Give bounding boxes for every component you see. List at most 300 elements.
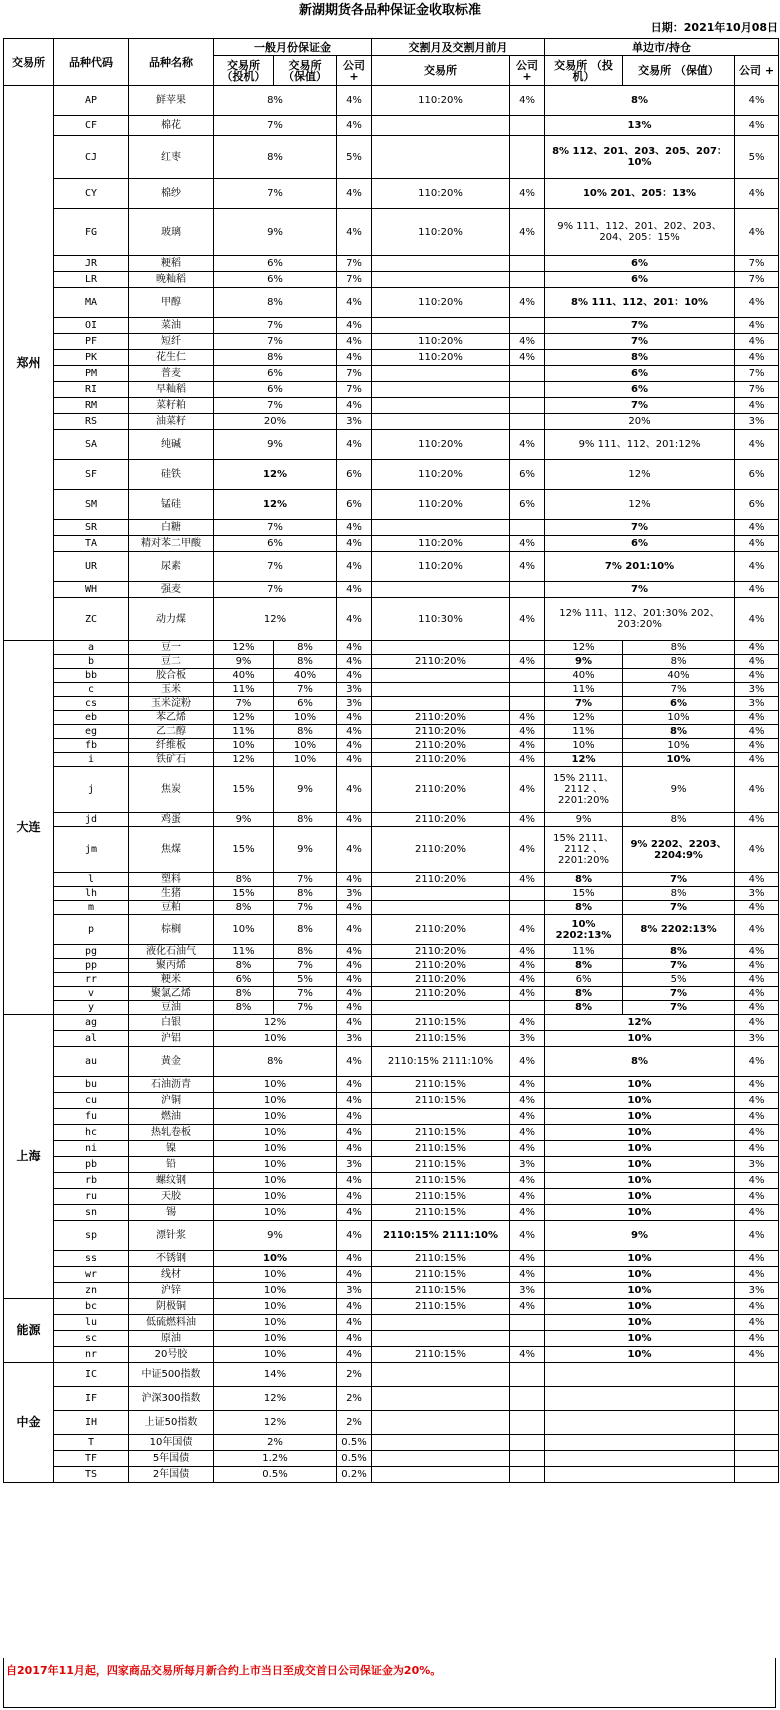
delivery-exchange-cell	[372, 1387, 510, 1411]
unilateral-spec-cell: 8%	[545, 1001, 623, 1015]
unilateral-company-cell	[735, 1411, 779, 1435]
name-cell: 沪铝	[129, 1031, 214, 1047]
name-cell: 锰硅	[129, 490, 214, 520]
unilateral-margin-cell: 10%	[545, 1283, 735, 1299]
general-company-cell: 4%	[337, 669, 372, 683]
delivery-company-cell: 4%	[510, 987, 545, 1001]
exchange-cell: 中金	[4, 1363, 54, 1483]
delivery-company-cell: 4%	[510, 598, 545, 641]
unilateral-hedge-cell: 40%	[623, 669, 735, 683]
unilateral-company-cell: 4%	[735, 1077, 779, 1093]
name-cell: 10年国债	[129, 1435, 214, 1451]
delivery-company-cell: 4%	[510, 945, 545, 959]
unilateral-company-cell: 4%	[735, 116, 779, 136]
delivery-company-cell: 4%	[510, 552, 545, 582]
table-row	[4, 272, 779, 288]
table-row	[4, 669, 779, 683]
code-cell: jm	[54, 827, 129, 873]
unilateral-company-cell: 4%	[735, 1251, 779, 1267]
unilateral-company-cell: 4%	[735, 318, 779, 334]
table-row	[4, 1205, 779, 1221]
code-cell: pg	[54, 945, 129, 959]
delivery-company-cell	[510, 398, 545, 414]
delivery-company-cell	[510, 1363, 545, 1387]
name-cell: 沪深300指数	[129, 1387, 214, 1411]
general-company-cell: 2%	[337, 1363, 372, 1387]
unilateral-margin-cell: 20%	[545, 414, 735, 430]
unilateral-margin-cell: 6%	[545, 536, 735, 552]
general-company-cell: 2%	[337, 1387, 372, 1411]
table-row	[4, 116, 779, 136]
table-row	[4, 598, 779, 641]
general-hedge-cell: 7%	[274, 959, 337, 973]
unilateral-company-cell: 4%	[735, 641, 779, 655]
delivery-company-cell	[510, 1387, 545, 1411]
unilateral-company-cell	[735, 1363, 779, 1387]
unilateral-company-cell: 4%	[735, 1221, 779, 1251]
name-cell: 聚丙烯	[129, 959, 214, 973]
unilateral-company-cell: 4%	[735, 1047, 779, 1077]
code-cell: CF	[54, 116, 129, 136]
table-row	[4, 256, 779, 272]
unilateral-company-cell: 4%	[735, 1015, 779, 1031]
general-company-cell: 0.5%	[337, 1451, 372, 1467]
unilateral-company-cell: 3%	[735, 697, 779, 711]
unilateral-margin-cell: 9% 111、112、201、202、203、204、205：15%	[545, 209, 735, 256]
code-cell: rr	[54, 973, 129, 987]
code-cell: fu	[54, 1109, 129, 1125]
name-cell: 不锈钢	[129, 1251, 214, 1267]
name-cell: 动力煤	[129, 598, 214, 641]
delivery-exchange-cell	[372, 256, 510, 272]
delivery-exchange-cell	[372, 641, 510, 655]
general-hedge-cell: 6%	[274, 697, 337, 711]
unilateral-spec-cell: 6%	[545, 973, 623, 987]
delivery-exchange-cell	[372, 669, 510, 683]
unilateral-margin-cell: 12% 111、112、201:30% 202、203:20%	[545, 598, 735, 641]
general-spec-cell: 8%	[214, 987, 274, 1001]
unilateral-margin-cell: 10%	[545, 1331, 735, 1347]
general-margin-cell: 9%	[214, 209, 337, 256]
name-cell: 粳米	[129, 973, 214, 987]
code-cell: PF	[54, 334, 129, 350]
code-cell: c	[54, 683, 129, 697]
general-company-cell: 4%	[337, 1093, 372, 1109]
table-row	[4, 582, 779, 598]
table-row	[4, 552, 779, 582]
unilateral-hedge-cell: 8%	[623, 725, 735, 739]
delivery-exchange-cell: 2110:20%	[372, 873, 510, 887]
general-margin-cell: 12%	[214, 1387, 337, 1411]
unilateral-margin-cell: 8% 111、112、201：10%	[545, 288, 735, 318]
header-unilateral-market: 单边市/持仓	[545, 39, 779, 56]
unilateral-company-cell: 4%	[735, 725, 779, 739]
name-cell: 沪锌	[129, 1283, 214, 1299]
unilateral-margin-cell: 10%	[545, 1157, 735, 1173]
code-cell: SF	[54, 460, 129, 490]
general-company-cell: 4%	[337, 398, 372, 414]
header-unilateral-hedge: 交易所 （保值）	[623, 56, 735, 86]
code-cell: bu	[54, 1077, 129, 1093]
general-company-cell: 4%	[337, 655, 372, 669]
delivery-exchange-cell: 110:20%	[372, 460, 510, 490]
general-margin-cell: 8%	[214, 1047, 337, 1077]
general-company-cell: 4%	[337, 1299, 372, 1315]
delivery-exchange-cell	[372, 697, 510, 711]
general-margin-cell: 14%	[214, 1363, 337, 1387]
table-row	[4, 683, 779, 697]
general-margin-cell: 10%	[214, 1347, 337, 1363]
table-row	[4, 1031, 779, 1047]
unilateral-hedge-cell: 7%	[623, 987, 735, 1001]
general-margin-cell: 6%	[214, 272, 337, 288]
general-margin-cell: 1.2%	[214, 1451, 337, 1467]
delivery-company-cell	[510, 366, 545, 382]
general-hedge-cell: 7%	[274, 1001, 337, 1015]
unilateral-spec-cell: 15%	[545, 887, 623, 901]
general-margin-cell: 12%	[214, 460, 337, 490]
code-cell: JR	[54, 256, 129, 272]
unilateral-spec-cell: 8%	[545, 987, 623, 1001]
unilateral-hedge-cell: 8%	[623, 887, 735, 901]
table-row	[4, 1001, 779, 1015]
code-cell: ss	[54, 1251, 129, 1267]
delivery-exchange-cell	[372, 272, 510, 288]
unilateral-spec-cell: 7%	[545, 697, 623, 711]
delivery-exchange-cell	[372, 398, 510, 414]
delivery-company-cell	[510, 1411, 545, 1435]
delivery-exchange-cell: 2110:15%	[372, 1189, 510, 1205]
table-row	[4, 334, 779, 350]
unilateral-spec-cell: 8%	[545, 959, 623, 973]
general-company-cell: 4%	[337, 1015, 372, 1031]
delivery-company-cell: 4%	[510, 655, 545, 669]
delivery-company-cell: 4%	[510, 350, 545, 366]
code-cell: T	[54, 1435, 129, 1451]
general-company-cell: 3%	[337, 1031, 372, 1047]
general-hedge-cell: 8%	[274, 915, 337, 945]
general-hedge-cell: 9%	[274, 767, 337, 813]
delivery-company-cell: 4%	[510, 334, 545, 350]
delivery-exchange-cell: 2110:20%	[372, 753, 510, 767]
general-spec-cell: 12%	[214, 711, 274, 725]
table-row	[4, 1435, 779, 1451]
general-hedge-cell: 8%	[274, 887, 337, 901]
general-company-cell: 4%	[337, 739, 372, 753]
code-cell: jd	[54, 813, 129, 827]
delivery-exchange-cell: 2110:15%	[372, 1173, 510, 1189]
unilateral-company-cell: 3%	[735, 1157, 779, 1173]
general-company-cell: 4%	[337, 901, 372, 915]
name-cell: 纯碱	[129, 430, 214, 460]
general-margin-cell: 8%	[214, 136, 337, 179]
table-row	[4, 813, 779, 827]
code-cell: zn	[54, 1283, 129, 1299]
code-cell: lh	[54, 887, 129, 901]
name-cell: 豆粕	[129, 901, 214, 915]
footer-note: 自2017年11月起，四家商品交易所每月新合约上市当日至成交首日公司保证金为20%。	[6, 1664, 442, 1677]
general-margin-cell: 6%	[214, 256, 337, 272]
name-cell: 玉米	[129, 683, 214, 697]
exchange-cell: 能源	[4, 1299, 54, 1363]
name-cell: 红枣	[129, 136, 214, 179]
unilateral-hedge-cell: 9% 2202、2203、2204:9%	[623, 827, 735, 873]
general-company-cell: 7%	[337, 382, 372, 398]
name-cell: 黄金	[129, 1047, 214, 1077]
unilateral-company-cell: 3%	[735, 1283, 779, 1299]
code-cell: al	[54, 1031, 129, 1047]
name-cell: 棉花	[129, 116, 214, 136]
delivery-exchange-cell: 110:20%	[372, 430, 510, 460]
code-cell: PK	[54, 350, 129, 366]
name-cell: 玉米淀粉	[129, 697, 214, 711]
delivery-exchange-cell: 110:20%	[372, 209, 510, 256]
unilateral-margin-cell: 8% 112、201、203、205、207：10%	[545, 136, 735, 179]
name-cell: 阴极铜	[129, 1299, 214, 1315]
table-row	[4, 366, 779, 382]
delivery-exchange-cell: 2110:15% 2111:10%	[372, 1047, 510, 1077]
unilateral-margin-cell: 10%	[545, 1093, 735, 1109]
name-cell: 鸡蛋	[129, 813, 214, 827]
table-row	[4, 973, 779, 987]
code-cell: fb	[54, 739, 129, 753]
unilateral-spec-cell: 11%	[545, 945, 623, 959]
general-company-cell: 3%	[337, 683, 372, 697]
code-cell: CJ	[54, 136, 129, 179]
table-row	[4, 520, 779, 536]
general-margin-cell: 6%	[214, 536, 337, 552]
name-cell: 上证50指数	[129, 1411, 214, 1435]
unilateral-margin-cell: 6%	[545, 382, 735, 398]
delivery-exchange-cell	[372, 318, 510, 334]
name-cell: 热轧卷板	[129, 1125, 214, 1141]
table-row	[4, 288, 779, 318]
delivery-exchange-cell: 110:20%	[372, 288, 510, 318]
delivery-company-cell: 4%	[510, 973, 545, 987]
table-row	[4, 414, 779, 430]
delivery-exchange-cell	[372, 901, 510, 915]
unilateral-margin-cell: 10%	[545, 1205, 735, 1221]
table-row	[4, 209, 779, 256]
name-cell: 短纤	[129, 334, 214, 350]
unilateral-hedge-cell: 10%	[623, 711, 735, 725]
header-delivery-month: 交割月及交割月前月	[372, 39, 545, 56]
code-cell: IF	[54, 1387, 129, 1411]
name-cell: 漂针浆	[129, 1221, 214, 1251]
general-company-cell: 3%	[337, 1157, 372, 1173]
general-spec-cell: 8%	[214, 873, 274, 887]
delivery-company-cell: 3%	[510, 1031, 545, 1047]
delivery-exchange-cell: 110:20%	[372, 86, 510, 116]
code-cell: i	[54, 753, 129, 767]
unilateral-hedge-cell: 8% 2202:13%	[623, 915, 735, 945]
unilateral-margin-cell	[545, 1363, 735, 1387]
general-company-cell: 4%	[337, 1251, 372, 1267]
unilateral-margin-cell: 9%	[545, 1221, 735, 1251]
unilateral-company-cell: 4%	[735, 959, 779, 973]
general-company-cell: 7%	[337, 272, 372, 288]
unilateral-spec-cell: 40%	[545, 669, 623, 683]
delivery-exchange-cell: 2110:15%	[372, 1283, 510, 1299]
code-cell: SR	[54, 520, 129, 536]
general-company-cell: 4%	[337, 959, 372, 973]
general-margin-cell: 10%	[214, 1315, 337, 1331]
general-company-cell: 5%	[337, 136, 372, 179]
unilateral-company-cell	[735, 1467, 779, 1483]
delivery-company-cell: 4%	[510, 1221, 545, 1251]
name-cell: 20号胶	[129, 1347, 214, 1363]
unilateral-company-cell: 3%	[735, 1031, 779, 1047]
unilateral-spec-cell: 15% 2111、2112 、2201:20%	[545, 767, 623, 813]
delivery-company-cell: 4%	[510, 179, 545, 209]
general-company-cell: 4%	[337, 1205, 372, 1221]
general-margin-cell: 7%	[214, 116, 337, 136]
name-cell: 白银	[129, 1015, 214, 1031]
unilateral-company-cell: 4%	[735, 1189, 779, 1205]
general-margin-cell: 12%	[214, 1411, 337, 1435]
delivery-company-cell	[510, 136, 545, 179]
general-hedge-cell: 7%	[274, 901, 337, 915]
unilateral-margin-cell: 9% 111、112、201:12%	[545, 430, 735, 460]
unilateral-margin-cell: 10%	[545, 1109, 735, 1125]
name-cell: 棕榈	[129, 915, 214, 945]
general-margin-cell: 10%	[214, 1141, 337, 1157]
general-margin-cell: 10%	[214, 1283, 337, 1299]
unilateral-company-cell: 4%	[735, 1205, 779, 1221]
delivery-company-cell	[510, 116, 545, 136]
code-cell: wr	[54, 1267, 129, 1283]
general-hedge-cell: 8%	[274, 945, 337, 959]
unilateral-spec-cell: 10% 2202:13%	[545, 915, 623, 945]
general-spec-cell: 9%	[214, 655, 274, 669]
delivery-company-cell: 4%	[510, 1347, 545, 1363]
table-row	[4, 901, 779, 915]
unilateral-margin-cell: 13%	[545, 116, 735, 136]
unilateral-margin-cell: 7% 201:10%	[545, 552, 735, 582]
delivery-company-cell: 4%	[510, 1141, 545, 1157]
name-cell: 精对苯二甲酸	[129, 536, 214, 552]
delivery-company-cell	[510, 697, 545, 711]
delivery-company-cell: 4%	[510, 915, 545, 945]
delivery-exchange-cell: 2110:15%	[372, 1125, 510, 1141]
general-company-cell: 4%	[337, 1047, 372, 1077]
code-cell: eg	[54, 725, 129, 739]
general-company-cell: 4%	[337, 116, 372, 136]
unilateral-spec-cell: 8%	[545, 873, 623, 887]
delivery-company-cell	[510, 683, 545, 697]
delivery-exchange-cell: 2110:20%	[372, 945, 510, 959]
unilateral-company-cell: 4%	[735, 1093, 779, 1109]
name-cell: 硅铁	[129, 460, 214, 490]
general-margin-cell: 10%	[214, 1173, 337, 1189]
name-cell: 锡	[129, 1205, 214, 1221]
delivery-company-cell	[510, 582, 545, 598]
delivery-company-cell	[510, 669, 545, 683]
table-row	[4, 1015, 779, 1031]
code-cell: lu	[54, 1315, 129, 1331]
unilateral-company-cell: 4%	[735, 1299, 779, 1315]
unilateral-company-cell: 6%	[735, 490, 779, 520]
general-margin-cell: 10%	[214, 1331, 337, 1347]
general-company-cell: 4%	[337, 86, 372, 116]
general-company-cell: 4%	[337, 1001, 372, 1015]
unilateral-company-cell: 4%	[735, 915, 779, 945]
general-company-cell: 3%	[337, 887, 372, 901]
unilateral-spec-cell: 11%	[545, 725, 623, 739]
unilateral-margin-cell: 7%	[545, 398, 735, 414]
general-margin-cell: 12%	[214, 1015, 337, 1031]
general-margin-cell: 7%	[214, 582, 337, 598]
general-margin-cell: 10%	[214, 1205, 337, 1221]
general-margin-cell: 2%	[214, 1435, 337, 1451]
unilateral-company-cell: 4%	[735, 901, 779, 915]
table-row	[4, 1363, 779, 1387]
code-cell: IH	[54, 1411, 129, 1435]
general-company-cell: 4%	[337, 334, 372, 350]
code-cell: rb	[54, 1173, 129, 1189]
code-cell: m	[54, 901, 129, 915]
delivery-company-cell	[510, 318, 545, 334]
unilateral-company-cell: 4%	[735, 209, 779, 256]
unilateral-company-cell: 4%	[735, 1347, 779, 1363]
delivery-company-cell: 4%	[510, 536, 545, 552]
table-row	[4, 382, 779, 398]
unilateral-hedge-cell: 8%	[623, 641, 735, 655]
delivery-company-cell: 3%	[510, 1157, 545, 1173]
delivery-exchange-cell	[372, 1467, 510, 1483]
general-margin-cell: 10%	[214, 1189, 337, 1205]
name-cell: 粳稻	[129, 256, 214, 272]
code-cell: IC	[54, 1363, 129, 1387]
general-margin-cell: 7%	[214, 179, 337, 209]
unilateral-company-cell: 4%	[735, 711, 779, 725]
name-cell: 石油沥青	[129, 1077, 214, 1093]
header-code: 品种代码	[54, 39, 129, 86]
table-row	[4, 1251, 779, 1267]
code-cell: MA	[54, 288, 129, 318]
table-row	[4, 915, 779, 945]
general-hedge-cell: 7%	[274, 987, 337, 1001]
delivery-company-cell	[510, 1467, 545, 1483]
general-hedge-cell: 8%	[274, 655, 337, 669]
name-cell: 早籼稻	[129, 382, 214, 398]
table-row	[4, 827, 779, 873]
delivery-company-cell: 4%	[510, 1173, 545, 1189]
general-margin-cell: 10%	[214, 1267, 337, 1283]
table-row	[4, 887, 779, 901]
name-cell: 棉纱	[129, 179, 214, 209]
unilateral-company-cell: 4%	[735, 827, 779, 873]
general-hedge-cell: 5%	[274, 973, 337, 987]
general-hedge-cell: 9%	[274, 827, 337, 873]
delivery-company-cell	[510, 901, 545, 915]
unilateral-margin-cell: 12%	[545, 1015, 735, 1031]
general-company-cell: 3%	[337, 414, 372, 430]
delivery-exchange-cell: 2110:15%	[372, 1015, 510, 1031]
code-cell: bb	[54, 669, 129, 683]
code-cell: RS	[54, 414, 129, 430]
delivery-exchange-cell: 2110:15%	[372, 1251, 510, 1267]
general-company-cell: 4%	[337, 1109, 372, 1125]
name-cell: 苯乙烯	[129, 711, 214, 725]
unilateral-company-cell: 4%	[735, 430, 779, 460]
unilateral-company-cell: 3%	[735, 414, 779, 430]
delivery-company-cell: 4%	[510, 288, 545, 318]
unilateral-company-cell: 4%	[735, 813, 779, 827]
name-cell: 鲜苹果	[129, 86, 214, 116]
unilateral-spec-cell: 15% 2111、2112 、2201:20%	[545, 827, 623, 873]
delivery-exchange-cell	[372, 683, 510, 697]
